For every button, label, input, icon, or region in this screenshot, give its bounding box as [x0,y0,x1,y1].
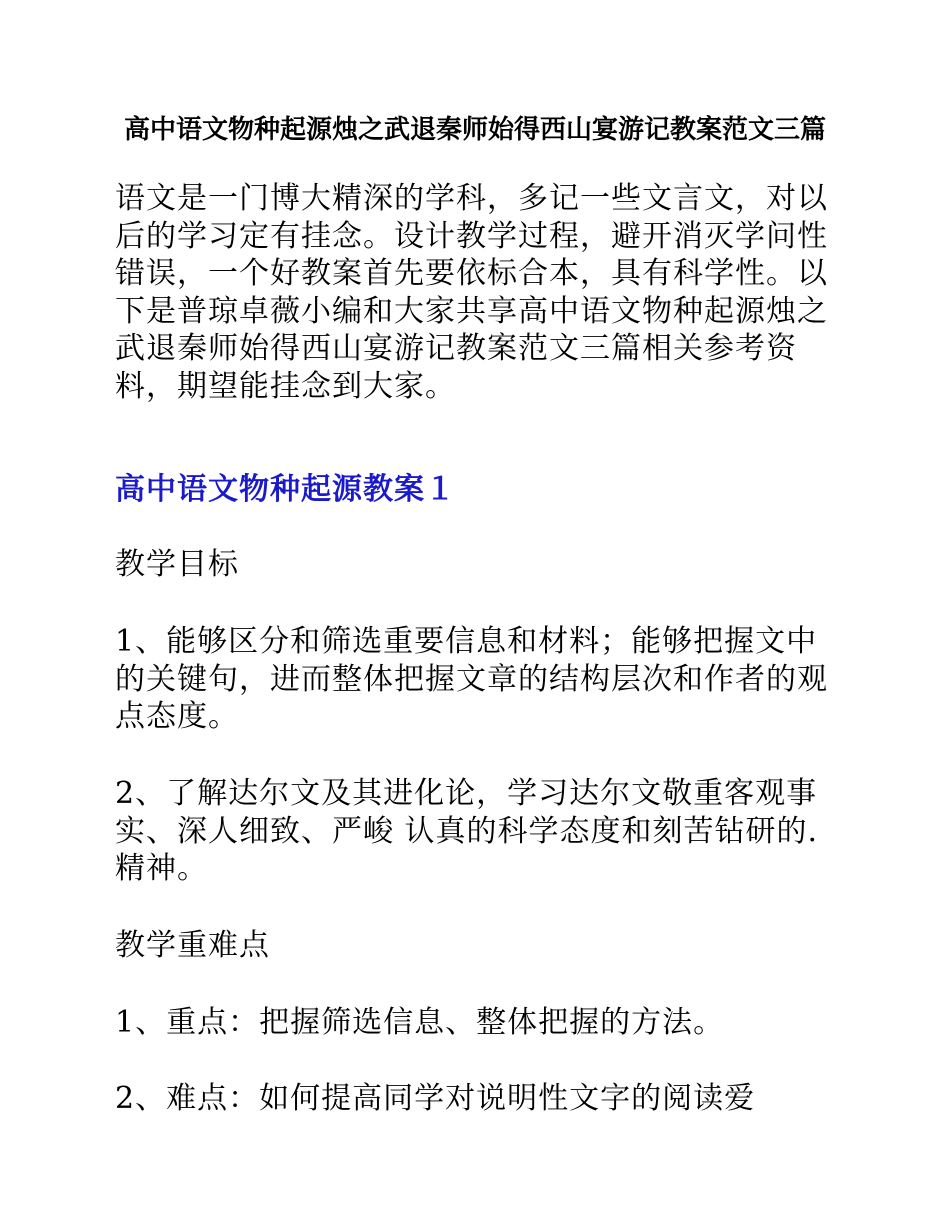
intro-paragraph: 语文是一门博大精深的学科，多记一些文言文，对以后的学习定有挂念。设计教学过程，避开消灭学问性错误，一个好教案首先要依标合本，具有科学性。以下是普琼卓薇小编和大家共享高中语文物种起源烛之武退秦师始得西山宴游记教案范文三篇相关参考资料，期望能挂念到大家。 [115,181,828,404]
section-heading-lesson-plan-1: 高中语文物种起源教案１ [115,472,456,507]
goal-item-2: 2、了解达尔文及其进化论，学习达尔文敬重客观事实、深人细致、严峻 认真的科学态度和刻苦钻研的.精神。 [115,776,819,886]
goals-heading: 教学目标 [115,547,239,582]
document-title: 高中语文物种起源烛之武退秦师始得西山宴游记教案范文三篇 [123,115,826,145]
key-point-item: 1、重点：把握筛选信息、整体把握的方法。 [115,1005,725,1040]
difficulty-heading: 教学重难点 [115,928,270,963]
goal-item-1: 1、能够区分和筛选重要信息和材料；能够把握文中的关键句，进而整体把握文章的结构层次和作者的观点态度。 [115,624,828,734]
difficult-point-item: 2、难点：如何提高同学对说明性文字的阅读爱 [115,1081,756,1116]
